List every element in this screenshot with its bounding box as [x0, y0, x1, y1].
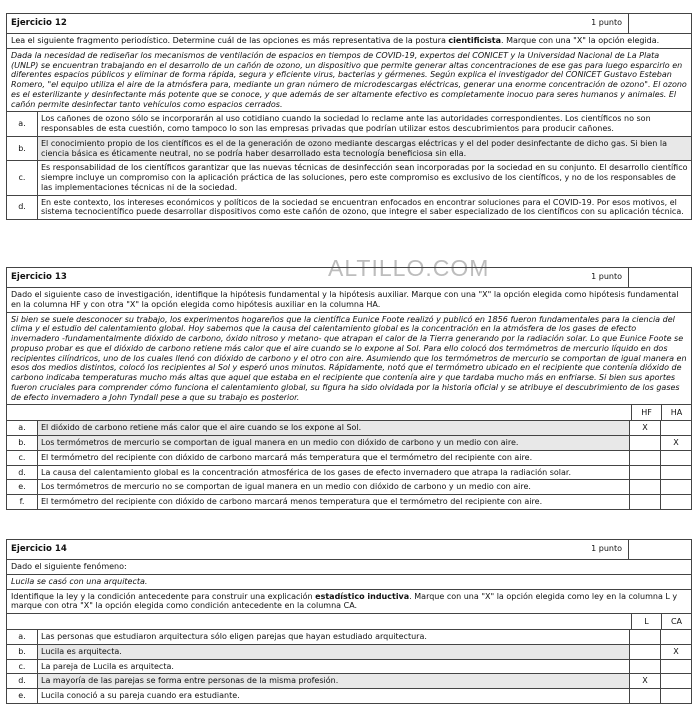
- l-mark[interactable]: X: [629, 674, 660, 688]
- ha-mark[interactable]: [660, 466, 691, 480]
- column-ha-header: HA: [661, 405, 691, 420]
- options-list: [7, 630, 691, 703]
- ca-mark[interactable]: [660, 630, 691, 644]
- option-text: La causa del calentamiento global es la concentración atmosférica de los gases de efecto invernadero que atrapa la radiación solar.: [41, 467, 572, 477]
- option-text: En este contexto, los intereses económicos y políticos de la sociedad se encuentran enfocados en encontrar soluciones para el COVID-19. Por esos motivos, el sistema tecnocientífico puede desarrollar dispositivos como este cañón de ozono, que integre el saber especializado de los científicos con su aplicación técnica.: [41, 197, 684, 217]
- ha-mark[interactable]: [660, 451, 691, 465]
- exercise-points: 1 punto: [548, 268, 629, 287]
- score-cell: [629, 268, 691, 287]
- exercise-points: 1 punto: [548, 540, 629, 559]
- option-letter: d.: [7, 196, 38, 220]
- option-a: [7, 421, 691, 436]
- option-b[interactable]: [7, 137, 691, 162]
- exercise-13: [6, 267, 692, 510]
- option-letter: c.: [7, 660, 38, 674]
- hf-mark[interactable]: [629, 451, 660, 465]
- option-text: El dióxido de carbono retiene más calor que el aire cuando se los expone al Sol.: [38, 421, 629, 435]
- hf-mark[interactable]: [629, 436, 660, 450]
- option-d: [7, 674, 691, 689]
- phenomenon: Lucila se casó con una arquitecta.: [7, 575, 691, 590]
- exercise-12: [6, 13, 692, 220]
- instructions-text-end: . Marque con una "X" la opción elegida como ley en la columna L y marque con otra "X" la opción elegida como condición antecedente en la columna CA.: [11, 591, 678, 611]
- hf-mark[interactable]: [629, 466, 660, 480]
- ha-mark[interactable]: [660, 495, 691, 509]
- option-text: Los termómetros de mercurio no se comportan de igual manera en un medio con dióxido de carbono y un medio con aire.: [41, 482, 531, 492]
- column-headers: [7, 614, 691, 630]
- ha-mark[interactable]: [660, 480, 691, 494]
- option-c: [7, 660, 691, 675]
- ca-mark[interactable]: X: [660, 645, 691, 659]
- option-a: [7, 630, 691, 645]
- hf-mark[interactable]: [629, 495, 660, 509]
- option-text: Lucila conoció a su pareja cuando era estudiante.: [41, 691, 240, 700]
- option-b: [7, 436, 691, 451]
- instructions-keyword: estadístico inductiva: [315, 591, 410, 601]
- column-hf-header: HF: [631, 405, 661, 420]
- exercise-points: 1 punto: [548, 14, 629, 33]
- column-l-header: L: [631, 614, 661, 629]
- exercise-header: [7, 268, 691, 288]
- option-b: [7, 645, 691, 660]
- ca-mark[interactable]: [660, 674, 691, 688]
- l-mark[interactable]: [629, 660, 660, 674]
- option-e: [7, 689, 691, 703]
- l-mark[interactable]: [629, 645, 660, 659]
- option-c[interactable]: [7, 161, 691, 195]
- ca-mark[interactable]: [660, 660, 691, 674]
- option-e: [7, 480, 691, 495]
- option-d[interactable]: [7, 196, 691, 220]
- column-headers: [7, 405, 691, 421]
- ha-mark[interactable]: [660, 421, 691, 435]
- option-letter: f.: [7, 495, 38, 509]
- option-c: [7, 451, 691, 466]
- instructions-keyword: cientificista: [448, 36, 501, 45]
- option-d: [7, 466, 691, 481]
- option-letter: d.: [7, 466, 38, 480]
- instructions: [7, 34, 691, 49]
- exercise-title: Ejercicio 12: [11, 18, 67, 28]
- exercise-header: [7, 14, 691, 34]
- watermark: ALTILLO.COM: [328, 255, 490, 281]
- option-f: [7, 495, 691, 509]
- option-letter: c.: [7, 451, 38, 465]
- option-text: El termómetro del recipiente con dióxido de carbono marcará menos temperatura que el termómetro del recipiente con aire.: [41, 497, 543, 506]
- score-cell: [629, 14, 691, 33]
- instructions-text-end: . Marque con una "X" la opción elegida.: [501, 36, 660, 45]
- ha-mark[interactable]: X: [660, 436, 691, 450]
- option-letter: a.: [7, 112, 38, 136]
- option-text: Los cañones de ozono sólo se incorporarán al uso cotidiano cuando la sociedad lo reclame ante las autoridades correspondientes. Los científicos no son responsables de esta cuestión, como tampoco lo son las empresas privadas que podrían utilizar estos descubrimientos para producir cañones.: [41, 114, 651, 133]
- option-text: El conocimiento propio de los científicos es el de la generación de ozono mediante descargas eléctricas y el del poder desinfectante de dicho gas. Si bien la ciencia básica es éticamente neutral, no se podría haber desarrollado esta tecnología beneficiosa sin ella.: [38, 137, 691, 161]
- option-text: La mayoría de las parejas se forma entre personas de la misma profesión.: [38, 674, 629, 688]
- options-list: [7, 421, 691, 509]
- option-letter: b.: [7, 436, 38, 450]
- option-letter: e.: [7, 689, 38, 703]
- intro: Dado el siguiente fenómeno:: [7, 560, 691, 575]
- option-a[interactable]: [7, 112, 691, 137]
- ca-mark[interactable]: [660, 689, 691, 703]
- option-letter: d.: [7, 674, 38, 688]
- option-text: El termómetro del recipiente con dióxido de carbono marcará más temperatura que el termómetro del recipiente con aire.: [41, 452, 533, 462]
- option-text: La pareja de Lucila es arquitecta.: [41, 661, 174, 671]
- option-text: Lucila es arquitecta.: [38, 645, 629, 659]
- l-mark[interactable]: [629, 630, 660, 644]
- passage: Dada la necesidad de rediseñar los mecanismos de ventilación de espacios en tiempos de COVID-19, expertos del CONICET y la Universidad Nacional de La Plata (UNLP) se encuentran trabajando en el desarrollo de un cañón de ozono, un dispositivo que permite generar altas concentraciones de ese gas para luego esparcirlo en diferentes espacios públicos y eliminar de forma rápida, segura y eficiente virus, bacterias y gérmenes. Según explica el investigador del CONICET Gustavo Esteban Romero, "el equipo utiliza el aire de la atmósfera para, mediante un gran número de microdescargas eléctricas, generar una enorme concentración de ozono". El ozono es el esterilizante y desinfectante más potente que se conoce, y que además de ser altamente efectivo es completamente inocuo para seres humanos y animales. El cañón permite desinfectar tanto vehículos como espacios cerrados.: [7, 49, 691, 113]
- exercise-title: Ejercicio 14: [11, 544, 67, 554]
- option-text: Los termómetros de mercurio se comportan de igual manera en un medio con dióxido de carbono y un medio con aire.: [38, 436, 629, 450]
- hf-mark[interactable]: X: [629, 421, 660, 435]
- option-letter: a.: [7, 630, 38, 644]
- option-letter: a.: [7, 421, 38, 435]
- instructions-text: Identifique la ley y la condición antecedente para construir una explicación: [11, 591, 316, 601]
- exercise-title: Ejercicio 13: [11, 272, 67, 282]
- option-letter: c.: [7, 161, 38, 194]
- option-letter: e.: [7, 480, 38, 494]
- score-cell: [629, 540, 691, 559]
- exercise-header: [7, 540, 691, 560]
- passage: Si bien se suele desconocer su trabajo, los experimentos hogareños que la científica Eunice Foote realizó y publicó en 1856 fueron fundamentales para la ciencia del clima y el estudio del calentamiento global. Hoy sabemos que la causa del calentamiento global es la concentración en la atmósfera de los gases de efecto invernadero -fundamentalmente dióxido de carbono, óxido nitroso y metano- que atrapan el calor de la Tierra generando por la radiación solar. Lo que Eunice Foote se propuso probar es que el dióxido de carbono retiene más calor que el aire cuando se lo expone al Sol. Para ello colocó dos termómetros de mercurio líquido en dos recipientes cilíndricos, uno de los cuales llenó con dióxido de carbono y el otro con aire. Asumiendo que los termómetros de mercurio se comportan de igual manera en esos dos medios distintos, colocó los recipientes al Sol y esperó unos minutos. Rápidamente, notó que el termómetro ubicado en el recipiente que contenía dióxido de carbono indicaba temperaturas mucho más altas que aquel que estaba en el recipiente que contenía aire y que tardaba mucho más en enfriarse. Si bien sus aportes fueron cruciales para comprender cómo funciona el calentamiento global, su figura ha sido olvidada por la historia oficial y se atribuye el descubrimiento de los gases de efecto invernadero a John Tyndall pese a que su trabajo es posterior.: [7, 313, 691, 406]
- option-letter: b.: [7, 645, 38, 659]
- option-letter: b.: [7, 137, 38, 161]
- option-text: Las personas que estudiaron arquitectura sólo eligen parejas que hayan estudiado arquitectura.: [41, 632, 427, 641]
- exercise-14: [6, 539, 692, 704]
- option-text: Es responsabilidad de los científicos garantizar que las nuevas técnicas de desinfección sean incorporadas por la sociedad en su conjunto. El desarrollo científico siempre incluye un compromiso con la aplicación práctica de las soluciones, pero este compromiso es exclusivo de los científicos, y no de los responsables de las implementaciones técnicas ni de la sociedad.: [41, 163, 688, 192]
- instructions-text: Lea el siguiente fragmento periodístico. Determine cuál de las opciones es más representativa de la postura: [11, 36, 449, 45]
- instructions: [7, 590, 691, 615]
- options-list: [7, 112, 691, 219]
- column-ca-header: CA: [661, 614, 691, 629]
- instructions: Dado el siguiente caso de investigación, identifique la hipótesis fundamental y la hipótesis auxiliar. Marque con una "X" la opción elegida como hipótesis fundamental en la columna HF y con otra "X" la opción elegida como hipótesis auxiliar en la columna HA.: [7, 288, 691, 313]
- hf-mark[interactable]: [629, 480, 660, 494]
- l-mark[interactable]: [629, 689, 660, 703]
